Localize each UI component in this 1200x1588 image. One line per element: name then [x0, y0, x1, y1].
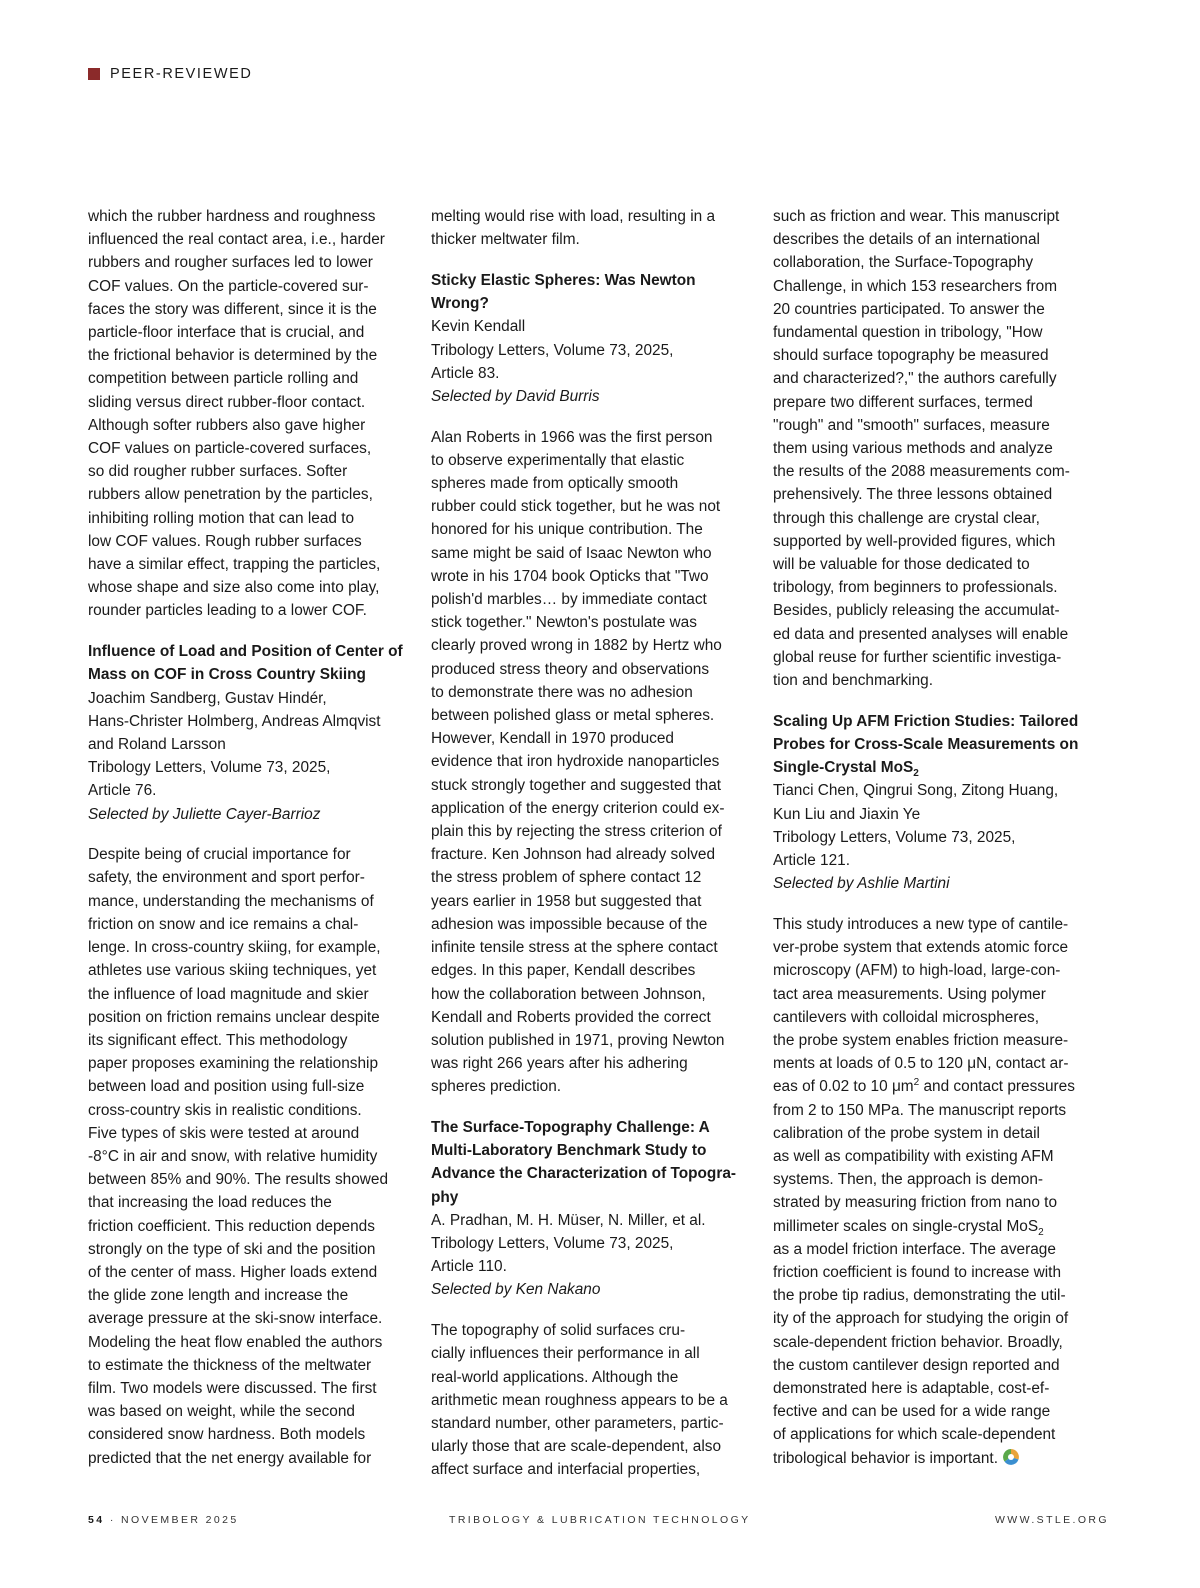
- article-authors: Tianci Chen, Qingrui Song, Zitong Huang, Kun Liu and Jiaxin Ye: [773, 782, 1059, 823]
- col1-intro: which the rubber hardness and roughness influenced the real contact area, i.e., harder rubbers and rougher surfaces led to lower COF values. On the particle-covered sur- faces the story was different, since it is the particle-floor interface that is crucial, and the frictional behavior is determined by the competition between particle rolling and sliding versus direct rubber-floor contact. Although softer rubbers also gave higher COF values on particle-covered surfaces, so did rougher rubber surfaces. Softer rubbers allow penetration by the particles, inhibiting rolling motion that can lead to low COF values. Rough rubber surfaces have a similar effect, trapping the particles, whose shape and size also come into play, rounder particles leading to a lower COF.: [88, 208, 385, 620]
- article-citation: Tribology Letters, Volume 73, 2025, Article 83.: [431, 341, 674, 382]
- col2-intro: melting would rise with load, resulting in a thicker meltwater film.: [431, 208, 716, 249]
- article-authors: Kevin Kendall: [431, 318, 526, 336]
- col3-intro: such as friction and wear. This manuscript describes the details of an international collaboration, the Surface-Topography Challenge, in which 153 researchers from 20 countries participated. To answer the fundamental question in tribology, "How should surface topography be measured and characterized?," the authors carefully prepare two different surfaces, termed "rough" and "smooth" surfaces, measure them using various methods and analyze the results of the 2088 measurements com- prehensively. The three lessons obtained through this challenge are crystal clear, supported by well-provided figures, which will be valuable for those dedicated to tribology, from beginners to professionals. Besides, publicly releasing the accumulat- ed data and presented analyses will enable global reuse for further scientific investiga- tion and benchmarking.: [773, 208, 1070, 690]
- article-title: Sticky Elastic Spheres: Was Newton Wrong?: [431, 271, 696, 313]
- article-selected-by: Selected by David Burris: [431, 387, 600, 405]
- article-selected-by: Selected by Ashlie Martini: [773, 875, 950, 893]
- footer-separator: ·: [109, 1514, 116, 1526]
- website-link[interactable]: WWW.STLE.ORG: [995, 1514, 1109, 1526]
- column-3: [773, 205, 1085, 1473]
- column-1: [88, 205, 403, 1470]
- column-2: [431, 205, 743, 1482]
- page-number: 54: [88, 1514, 105, 1526]
- article-authors: Joachim Sandberg, Gustav Hindér, Hans-Christer Holmberg, Andreas Almqvist and Roland Larsson: [88, 689, 381, 753]
- section-header: [88, 66, 252, 82]
- magazine-name: TRIBOLOGY & LUBRICATION TECHNOLOGY: [449, 1514, 751, 1526]
- article-selected-by: Selected by Juliette Cayer-Barrioz: [88, 805, 321, 823]
- article-body: The topography of solid surfaces cru- cially influences their performance in all real-world applications. Although the arithmetic mean roughness appears to be a standard number, other parameters, partic- ularly those that are scale-dependent, also affect surface and interfacial properties,: [431, 1322, 728, 1479]
- article-body: Despite being of crucial importance for safety, the environment and sport perfor- mance, understanding the mechanisms of friction on snow and ice remains a chal- lenge. In cross-country skiing, for example, athletes use various skiing techniques, yet the influence of load magnitude and skier position on friction remains unclear despite its significant effect. This methodology paper proposes examining the relationship between load and position using full-size cross-country skis in realistic conditions. Five types of skis were tested at around -8°C in air and snow, with relative humidity between 85% and 90%. The results showed that increasing the load reduces the friction coefficient. This reduction depends strongly on the type of ski and the position of the center of mass. Higher loads extend the glide zone length and increase the average pressure at the ski-snow interface. Modeling the heat flow enabled the authors to estimate the thickness of the meltwater film. Two models were discussed. The first was based on weight, while the second considered snow hardness. Both models predicted that the net energy available for: [88, 846, 389, 1467]
- footer-page-info: [88, 1514, 239, 1526]
- article-citation: Tribology Letters, Volume 73, 2025, Article 76.: [88, 759, 331, 800]
- article-citation: Tribology Letters, Volume 73, 2025, Article 110.: [431, 1235, 674, 1276]
- section-marker-icon: [88, 68, 100, 80]
- article-authors: A. Pradhan, M. H. Müser, N. Miller, et al.: [431, 1211, 706, 1229]
- article-body: This study introduces a new type of cantile- ver-probe system that extends atomic force microscopy (AFM) to high-load, large-con- tact area measurements. Using polymer cantilevers with colloidal microspheres, the probe system enables friction measure- ments at loads of 0.5 to 120 μN, contact ar- eas of 0.02 to 10 $\mu m^2$ and contact pressures from 2 to 150 MPa. The manuscript reports calibration of the probe system in detail as well as compatibility with existing AFM systems. Then, the approach is demon- strated by measuring friction from nano to millimeter scales on single-crystal MoS$_2$ as a model friction interface. The average friction coefficient is found to increase with the probe tip radius, demonstrating the util- ity of the approach for studying the origin of scale-dependent friction behavior. Broadly, the custom cantilever design reported and demonstrated here is adaptable, cost-ef- fective and can be used for a wide range of applications for which scale-dependent tribological behavior is important.: [773, 913, 1085, 1473]
- issue-date: NOVEMBER 2025: [121, 1514, 239, 1526]
- section-label: PEER-REVIEWED: [110, 66, 253, 82]
- article-selected-by: Selected by Ken Nakano: [431, 1281, 601, 1299]
- article-title: Scaling Up AFM Friction Studies: Tailored Probes for Cross-Scale Measurements on Single-Crystal MoS$_2$: [773, 712, 1079, 780]
- article-title: The Surface-Topography Challenge: A Multi-Laboratory Benchmark Study to Advance the Characterization of Topogra- phy: [431, 1119, 737, 1206]
- article-citation: Tribology Letters, Volume 73, 2025, Article 121.: [773, 828, 1016, 869]
- stle-logo-icon: [1002, 1448, 1020, 1473]
- article-title: Influence of Load and Position of Center of Mass on COF in Cross Country Skiing: [88, 643, 403, 684]
- article-body: Alan Roberts in 1966 was the first person to observe experimentally that elastic spheres made from optically smooth rubber could stick together, but he was not honored for his unique contribution. The same might be said of Isaac Newton who wrote in his 1704 book Opticks that "Two polish'd marbles… by immediate contact stick together." Newton's postulate was clearly proved wrong in 1882 by Hertz who produced stress theory and observations to demonstrate there was no adhesion between polished glass or metal spheres. However, Kendall in 1970 produced evidence that iron hydroxide nanoparticles stuck strongly together and suggested that application of the energy criterion could ex- plain this by rejecting the stress criterion of fracture. Ken Johnson had already solved the stress problem of sphere contact 12 years earlier in 1958 but suggested that adhesion was impossible because of the infinite tensile stress at the sphere contact edges. In this paper, Kendall describes how the collaboration between Johnson, Kendall and Roberts provided the correct solution published in 1971, proving Newton was right 266 years after his adhering spheres prediction.: [431, 428, 725, 1096]
